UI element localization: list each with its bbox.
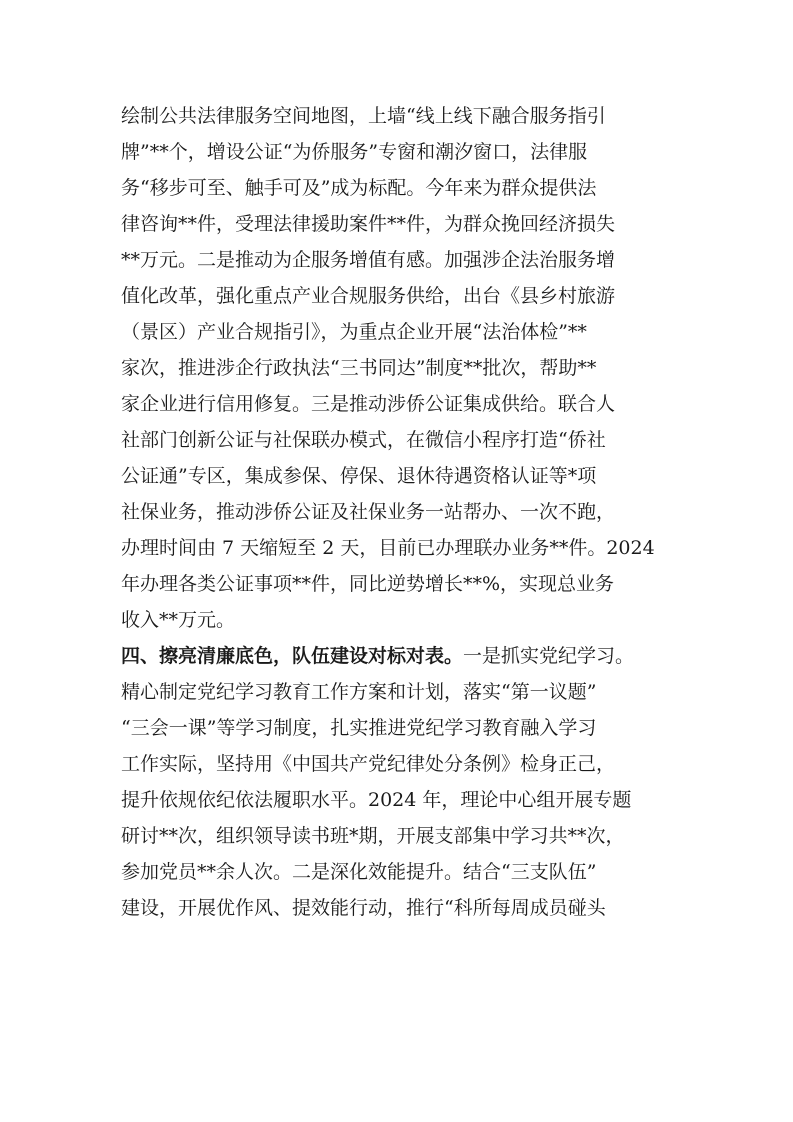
body-line: 牌”**个，增设公证“为侨服务”专窗和潮汐窗口，法律服 — [121, 141, 588, 163]
body-line: “三会一课”等学习制度，扎实推进党纪学习教育融入学习 — [121, 717, 597, 739]
body-line: 值化改革，强化重点产业合规服务供给，出台《县乡村旅游 — [121, 285, 616, 307]
body-line: 工作实际，坚持用《中国共产党纪律处分条例》检身正己， — [121, 753, 616, 775]
body-line: 务“移步可至、触手可及”成为标配。今年来为群众提供法 — [121, 177, 597, 199]
body-line: 提升依规依纪依法履职水平。2024 年，理论中心组开展专题 — [121, 789, 632, 811]
body-line: 家企业进行信用修复。三是推动涉侨公证集成供给。联合人 — [121, 393, 616, 415]
body-line: 年办理各类公证事项**件，同比逆势增长**%，实现总业务 — [121, 573, 615, 595]
document-body — [121, 98, 682, 926]
body-line: 办理时间由 7 天缩短至 2 天，目前已办理联办业务**件。2024 — [121, 537, 655, 559]
body-line: 建设，开展优作风、提效能行动，推行“科所每周成员碰头 — [121, 897, 606, 919]
body-line: 研讨**次，组织领导读书班*期，开展支部集中学习共**次， — [121, 825, 625, 847]
section-heading: 四、擦亮清廉底色，队伍建设对标对表。 — [121, 645, 464, 667]
body-line: 社保业务，推动涉侨公证及社保业务一站帮办、一次不跑， — [121, 501, 616, 523]
section-heading-line — [121, 638, 682, 674]
body-line: 家次，推进涉企行政执法“三书同达”制度**批次，帮助** — [121, 357, 597, 379]
body-line: 社部门创新公证与社保联办模式，在微信小程序打造“侨社 — [121, 429, 606, 451]
section-heading-rest: 一是抓实党纪学习。 — [463, 645, 635, 667]
body-line: （景区）产业合规指引》，为重点企业开展“法治体检”** — [121, 321, 587, 343]
body-line: 绘制公共法律服务空间地图，上墙“线上线下融合服务指引 — [121, 105, 606, 127]
body-line: 精心制定党纪学习教育工作方案和计划，落实“第一议题” — [121, 681, 597, 703]
body-line: 收入**万元。 — [121, 609, 236, 631]
body-line: 参加党员**余人次。二是深化效能提升。结合“三支队伍” — [121, 861, 597, 883]
body-line: 公证通”专区，集成参保、停保、退休待遇资格认证等*项 — [121, 465, 597, 487]
body-line: **万元。二是推动为企服务增值有感。加强涉企法治服务增 — [121, 249, 616, 271]
body-line: 律咨询**件，受理法律援助案件**件，为群众挽回经济损失 — [121, 213, 616, 235]
